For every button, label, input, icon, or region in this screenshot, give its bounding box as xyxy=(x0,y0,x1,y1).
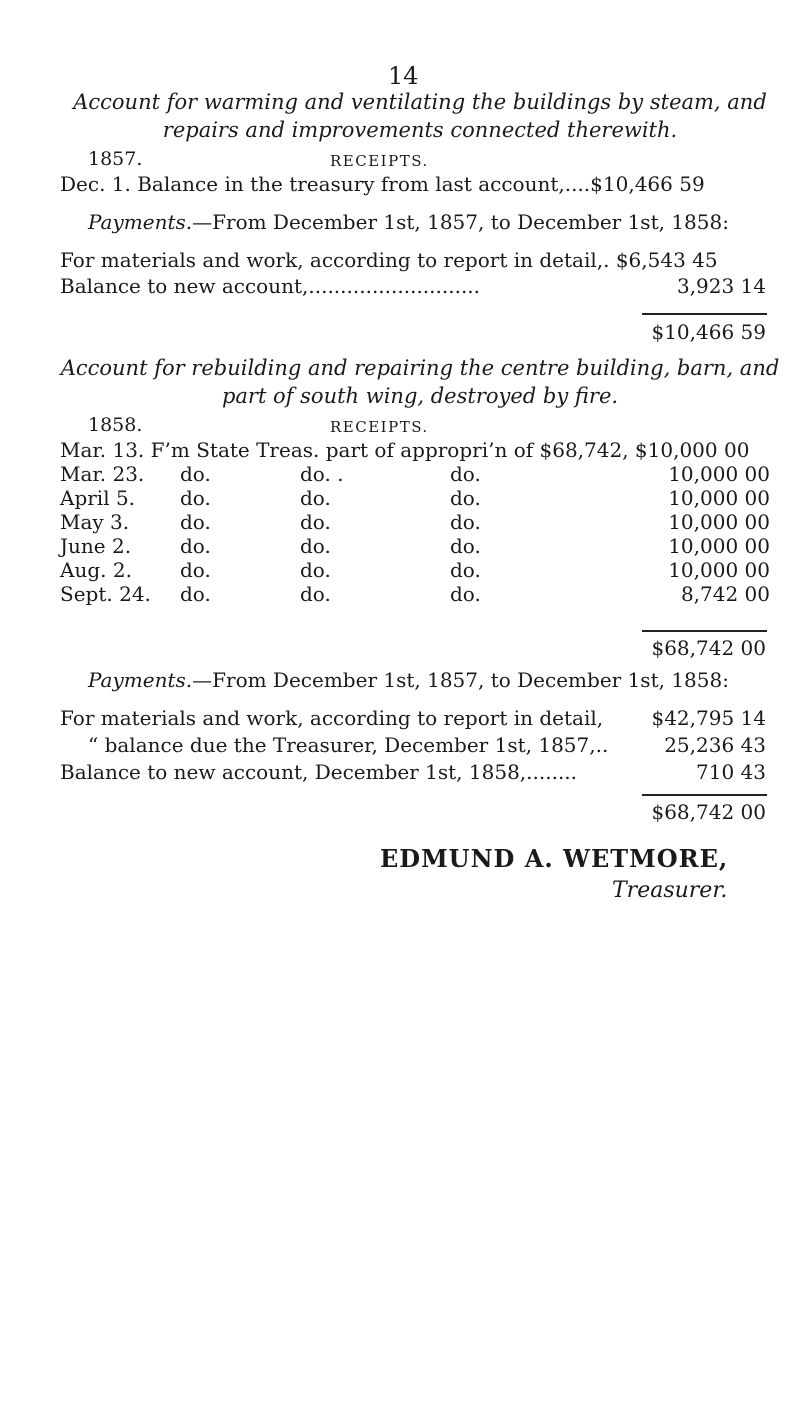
section1-title: Account for warming and ventilating the buildings by steam, and repairs and improvements connected therewith. xyxy=(73,90,767,142)
receipt-amount: 10,000 00 xyxy=(668,534,770,558)
treasurer-title: Treasurer. xyxy=(612,878,728,903)
payment-line-text: Balance to new account, December 1st, 1858,........ xyxy=(60,760,578,784)
receipt-row xyxy=(60,510,770,534)
section2-year: 1858. xyxy=(88,414,143,436)
payment-line-amount: 25,236 43 xyxy=(664,733,766,757)
receipt-ditto-appropriation: do. xyxy=(450,558,481,582)
section1-payments-label: Payments. xyxy=(88,210,193,234)
receipt-ditto-source: do. xyxy=(180,534,211,558)
receipt-amount: 10,000 00 xyxy=(668,486,770,510)
receipt-ditto-source: do. xyxy=(180,582,211,606)
receipt-ditto-appropriation: do. xyxy=(450,486,481,510)
receipt-date: Aug. 2. xyxy=(60,558,132,582)
receipt-ditto-source: do. xyxy=(180,486,211,510)
receipt-ditto-source: do. xyxy=(180,510,211,534)
receipt-date: May 3. xyxy=(60,510,130,534)
receipt-amount: 8,742 00 xyxy=(680,582,770,606)
section2-receipts-heading: RECEIPTS. xyxy=(330,418,429,436)
section2-title: Account for rebuilding and repairing the centre building, barn, and part of south wing, destroyed by fire. xyxy=(60,356,780,408)
section2-total-rule xyxy=(642,794,767,796)
receipt-amount: 10,000 00 xyxy=(668,462,770,486)
receipt-ditto-part: do. xyxy=(300,486,331,510)
receipt-row xyxy=(60,462,770,486)
section2-payments xyxy=(88,668,729,692)
receipt-ditto-source: do. xyxy=(180,558,211,582)
section2-first-receipt: Mar. 13. F’m State Treas. part of appropri’n of $68,742, $10,000 00 xyxy=(60,438,750,462)
receipt-ditto-part: do. xyxy=(300,534,331,558)
section1-balance-line: Dec. 1. Balance in the treasury from last account,....$10,466 59 xyxy=(60,172,705,196)
receipt-date: June 2. xyxy=(60,534,132,558)
section1-payments xyxy=(88,210,729,234)
receipt-ditto-part: do. xyxy=(300,558,331,582)
receipt-ditto-appropriation: do. xyxy=(450,582,481,606)
receipt-ditto-part: do. xyxy=(300,582,331,606)
payment-line-amount: $42,795 14 xyxy=(651,706,766,730)
payment-line-amount: 710 43 xyxy=(696,760,766,784)
section2-payments-label: Payments. xyxy=(88,668,193,692)
section1-total: $10,466 59 xyxy=(651,320,766,344)
receipt-amount: 10,000 00 xyxy=(668,510,770,534)
payment-line-text: For materials and work, according to report in detail, xyxy=(60,706,604,730)
section1-payments-text: —From December 1st, 1857, to December 1st, 1858: xyxy=(192,210,729,234)
section1-new-balance-label: Balance to new account,........................... xyxy=(60,274,481,298)
section1-materials-line: For materials and work, according to report in detail,. $6,543 45 xyxy=(60,248,718,272)
receipt-amount: 10,000 00 xyxy=(668,558,770,582)
receipt-ditto-appropriation: do. xyxy=(450,534,481,558)
receipt-date: April 5. xyxy=(60,486,136,510)
section2-total: $68,742 00 xyxy=(651,800,766,824)
section2-receipts-rule xyxy=(642,630,767,632)
receipt-date: Mar. 23. xyxy=(60,462,145,486)
page-number: 14 xyxy=(388,62,419,90)
section1-receipts-heading: RECEIPTS. xyxy=(330,152,429,170)
receipt-ditto-appropriation: do. xyxy=(450,462,481,486)
section1-new-balance-amount: 3,923 14 xyxy=(676,274,766,298)
receipt-date: Sept. 24. xyxy=(60,582,151,606)
section1-year: 1857. xyxy=(88,148,143,170)
section1-total-rule xyxy=(642,313,767,315)
receipt-row xyxy=(60,534,770,558)
receipt-row xyxy=(60,486,770,510)
treasurer-name: EDMUND A. WETMORE, xyxy=(380,844,729,873)
receipt-row xyxy=(60,582,770,606)
section2-payments-text: —From December 1st, 1857, to December 1st, 1858: xyxy=(192,668,729,692)
receipt-ditto-appropriation: do. xyxy=(450,510,481,534)
payment-line-text: “ balance due the Treasurer, December 1st, 1857,.. xyxy=(88,733,609,757)
receipt-ditto-part: do. . xyxy=(300,462,344,486)
receipt-row xyxy=(60,558,770,582)
receipt-ditto-source: do. xyxy=(180,462,211,486)
section2-receipts-total: $68,742 00 xyxy=(651,636,766,660)
receipt-ditto-part: do. xyxy=(300,510,331,534)
section2-receipts-table xyxy=(60,462,770,606)
